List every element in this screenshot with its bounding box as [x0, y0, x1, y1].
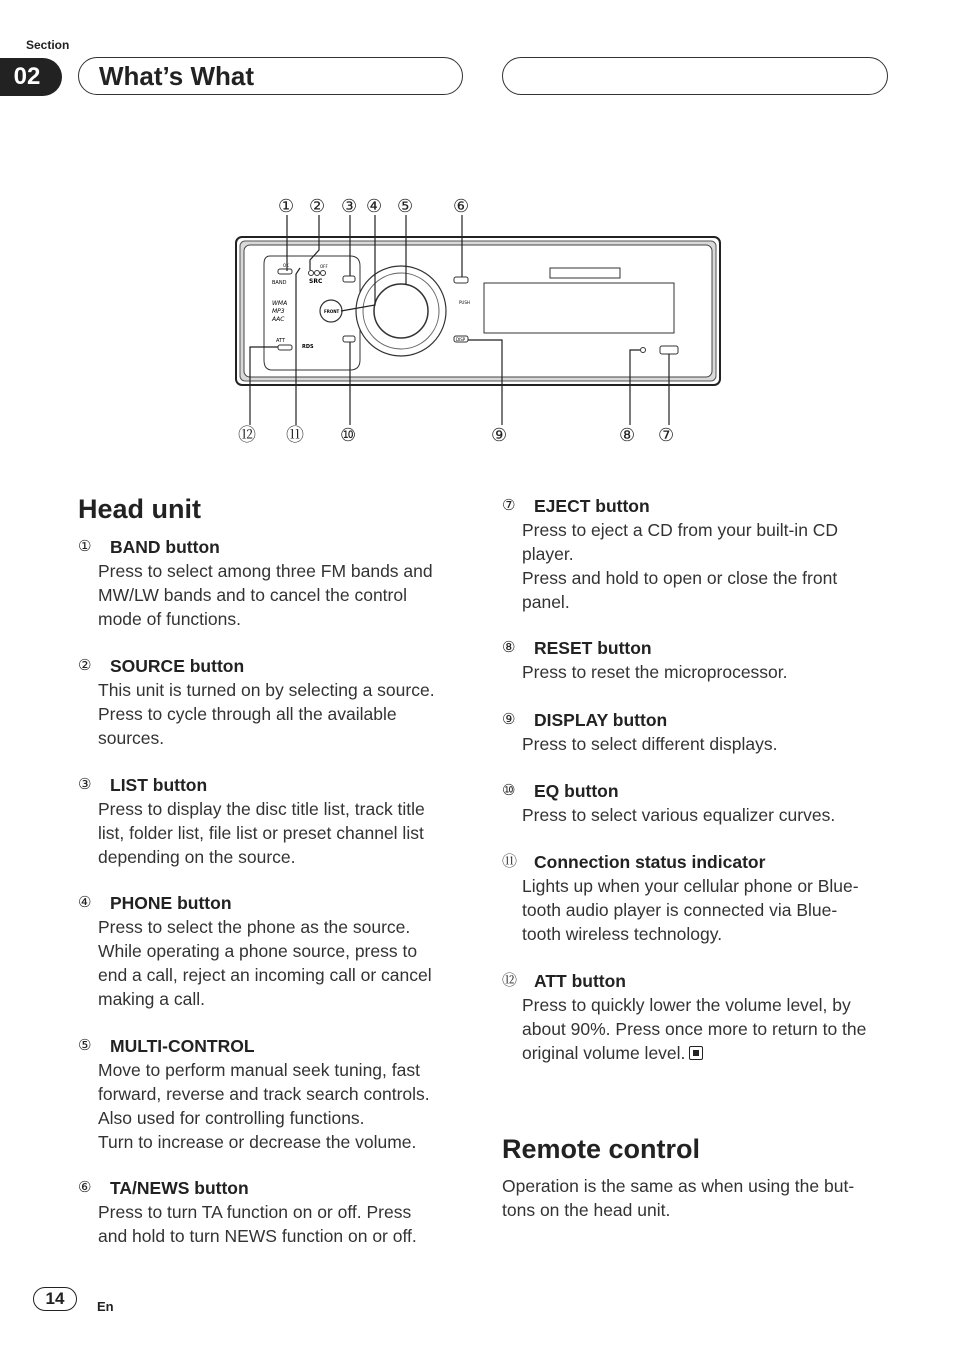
item-title: ATT button [534, 971, 626, 991]
svg-text:SRC: SRC [309, 278, 323, 285]
item-title: EQ button [534, 781, 619, 801]
page-number: 14 [33, 1287, 77, 1311]
item-title: PHONE button [110, 893, 232, 913]
att-button [278, 345, 292, 350]
callout-1: ① [278, 196, 295, 217]
svg-text:FRONT: FRONT [324, 309, 340, 314]
svg-text:WMA: WMA [272, 300, 288, 307]
band-button [278, 269, 292, 274]
callout-8: ⑧ [619, 425, 636, 446]
item-eq: ⑩ EQ button Press to select various equalizer curves. [502, 779, 882, 827]
item-title: RESET button [534, 638, 652, 658]
head-unit-diagram [230, 190, 730, 450]
item-title: SOURCE button [110, 656, 245, 676]
multi-control-knob [374, 284, 428, 338]
item-body: Press to reset the microprocessor. [522, 662, 788, 682]
svg-text:DISP: DISP [456, 337, 466, 342]
item-title: LIST button [110, 775, 208, 795]
callout-4: ④ [366, 196, 383, 217]
page-title: What’s What [99, 61, 255, 91]
callout-9: ⑨ [491, 425, 508, 446]
item-body: This unit is turned on by selecting a source. Press to cycle through all the available sources. [98, 680, 435, 748]
callout-10: ⑩ [340, 425, 357, 446]
item-body: Press to eject a CD from your built-in CD player. Press and hold to open or close the front panel. [522, 520, 839, 612]
item-band: ① BAND button Press to select among three FM bands and MW/LW bands and to cancel the control mode of functions. [78, 535, 458, 631]
callout-6: ⑥ [453, 196, 470, 217]
head-unit-heading: Head unit [78, 494, 202, 524]
item-body: Press to select among three FM bands and MW/LW bands and to cancel the control mode of functions. [98, 561, 433, 629]
item-body: Press to select various equalizer curves. [522, 805, 836, 825]
eject-button [660, 346, 678, 354]
item-body: Lights up when your cellular phone or Blue- tooth audio player is connected via Blue- tooth wireless technology. [522, 876, 859, 944]
item-multi-control: ⑤ MULTI-CONTROL Move to perform manual seek tuning, fast forward, reverse and track search controls. Also used for controlling functions. Turn to increase or decrease the volume. [78, 1034, 458, 1154]
svg-text:MP3: MP3 [272, 308, 285, 315]
item-body: Press to quickly lower the volume level, by about 90%. Press once more to return to the original volume level. [522, 995, 867, 1063]
cd-slot [550, 268, 620, 278]
svg-text:RDS: RDS [302, 344, 314, 350]
svg-text:AAC: AAC [272, 316, 285, 323]
item-title: MULTI-CONTROL [110, 1036, 255, 1056]
reset-button [641, 348, 646, 353]
svg-text:OK: OK [283, 263, 289, 268]
item-connection-status: ⑪ Connection status indicator Lights up when your cellular phone or Blue- tooth audio player is connected via Blue- tooth wireless technology. [502, 850, 882, 946]
end-of-section-icon [689, 1046, 703, 1060]
svg-text:ATT: ATT [276, 338, 286, 344]
section-label: Section [26, 38, 70, 52]
item-title: DISPLAY button [534, 710, 668, 730]
title-pill [78, 57, 463, 95]
item-att: ⑫ ATT button Press to quickly lower the volume level, by about 90%. Press once more to return to the original volume level. [502, 971, 867, 1063]
item-display: ⑨ DISPLAY button Press to select different displays. [502, 708, 882, 756]
callout-12: ⑫ [238, 425, 256, 446]
item-phone: ④ PHONE button Press to select the phone as the source. While operating a phone source, press to end a call, reject an incoming call or cancel making a call. [78, 891, 458, 1011]
remote-control-heading: Remote control [502, 1134, 701, 1164]
display-window [484, 283, 674, 333]
svg-text:PUSH: PUSH [459, 300, 470, 305]
ta-news-button [454, 277, 468, 283]
item-ta-news: ⑥ TA/NEWS button Press to turn TA function on or off. Press and hold to turn NEWS function on or off. [78, 1176, 458, 1248]
eq-button [343, 336, 355, 342]
item-eject: ⑦ EJECT button Press to eject a CD from your built-in CD player. Press and hold to open or close the front panel. [502, 494, 882, 614]
svg-text:OFF: OFF [320, 264, 328, 269]
callout-11: ⑪ [286, 425, 304, 446]
callout-5: ⑤ [397, 196, 414, 217]
item-body: Press to turn TA function on or off. Press and hold to turn NEWS function on or off. [98, 1202, 417, 1246]
language-label: En [97, 1299, 114, 1314]
section-number-badge: 02 [0, 58, 62, 96]
item-body: Press to display the disc title list, track title list, folder list, file list or preset channel list depending on the source. [98, 799, 425, 867]
item-body: Press to select different displays. [522, 734, 778, 754]
empty-header-pill [502, 57, 888, 95]
item-source: ② SOURCE button This unit is turned on by selecting a source. Press to cycle through all the available sources. [78, 654, 458, 750]
item-title: BAND button [110, 537, 220, 557]
item-body: Move to perform manual seek tuning, fast forward, reverse and track search controls. Also used for controlling functions. Turn to increase or decrease the volume. [98, 1060, 430, 1152]
item-title: EJECT button [534, 496, 650, 516]
svg-text:BAND: BAND [272, 280, 287, 286]
callout-2: ② [309, 196, 326, 217]
remote-control-text: Operation is the same as when using the but- tons on the head unit. [502, 1176, 855, 1220]
item-body: Press to select the phone as the source. While operating a phone source, press to end a call, reject an incoming call or cancel making a call. [98, 917, 432, 1009]
item-title: Connection status indicator [534, 852, 766, 872]
list-button [343, 276, 355, 282]
item-list: ③ LIST button Press to display the disc title list, track title list, folder list, file list or preset channel list depending on the source. [78, 773, 458, 869]
callout-3: ③ [341, 196, 358, 217]
callout-7: ⑦ [658, 425, 675, 446]
item-reset: ⑧ RESET button Press to reset the microprocessor. [502, 636, 882, 684]
item-title: TA/NEWS button [110, 1178, 249, 1198]
